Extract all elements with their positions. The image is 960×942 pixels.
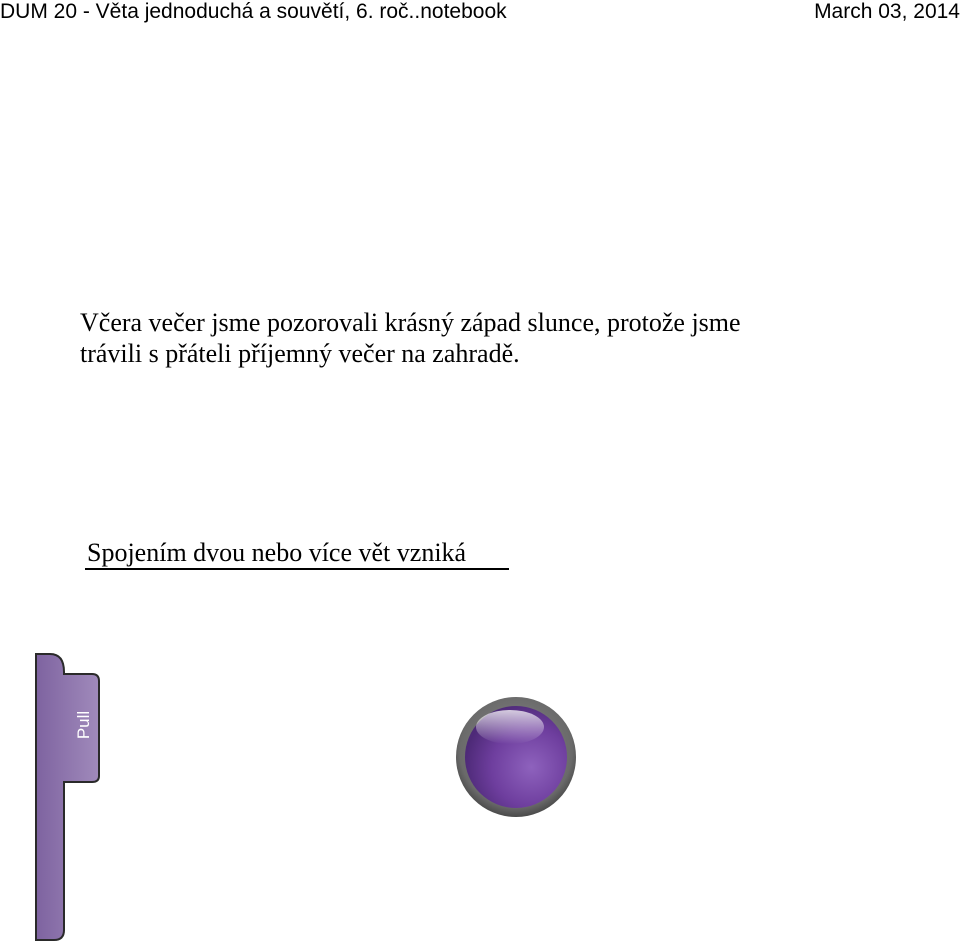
pull-tab[interactable]: [34, 652, 104, 942]
document-title: DUM 20 - Věta jednoduchá a souvětí, 6. roč..notebook: [0, 0, 507, 23]
sentence-line-1: Včera večer jsme pozorovali krásný západ slunce, protože jsme: [80, 308, 741, 337]
pull-tab-label: Pull: [74, 710, 93, 740]
orb-button[interactable]: [454, 695, 578, 819]
definition-text: [87, 536, 466, 570]
definition-label: Spojením dvou nebo více vět vzniká: [87, 538, 467, 567]
pull-tab-shape: [34, 652, 104, 942]
document-date: March 03, 2014: [814, 0, 960, 23]
sentence-line-2: trávili s přáteli příjemný večer na zahradě.: [80, 339, 520, 368]
definition-underline: [85, 568, 509, 570]
example-sentence: [80, 307, 880, 369]
orb-icon: [454, 695, 578, 819]
